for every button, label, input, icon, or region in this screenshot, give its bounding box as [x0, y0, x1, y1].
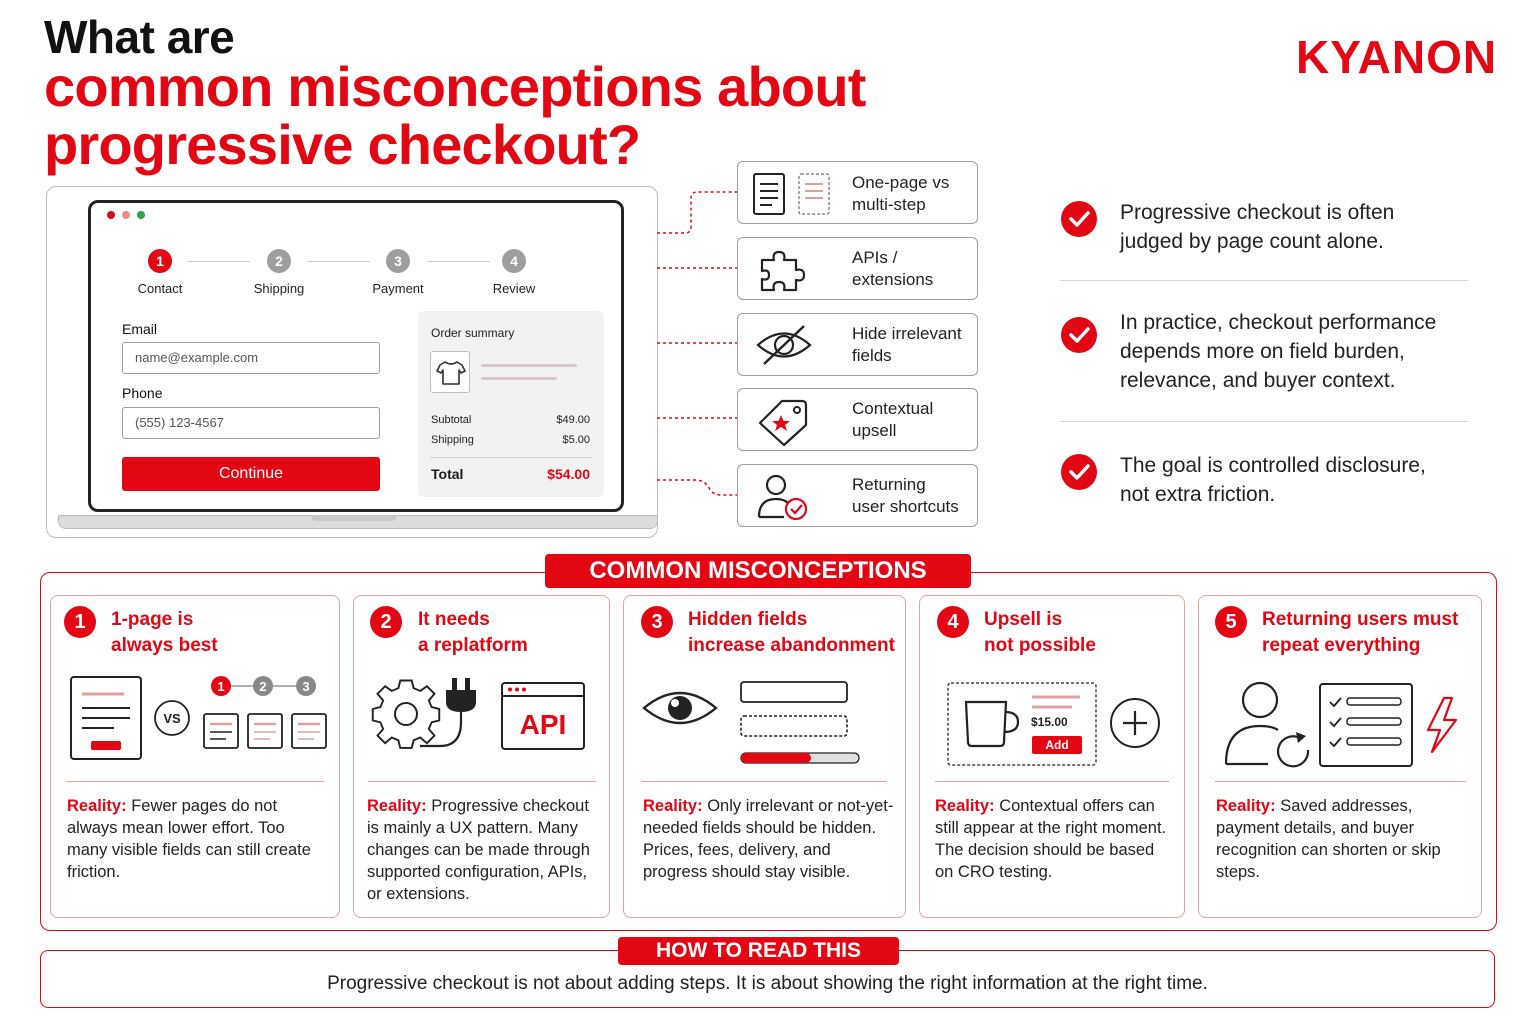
window-dot-green [137, 211, 145, 219]
mini-step-2: 2 [259, 679, 267, 694]
check-icon [1061, 201, 1097, 237]
misconception-3-reality [643, 795, 895, 883]
m3-head1: Hidden fields [688, 609, 808, 630]
feature-text-4 [852, 398, 933, 442]
hidden-fields-illustration [640, 678, 870, 768]
tshirt-icon [431, 352, 471, 394]
misconception-5-number: 5 [1215, 606, 1247, 638]
misconception-3-title [688, 607, 895, 659]
summary-divider [430, 457, 592, 458]
checklist-icon [1320, 684, 1412, 766]
placeholder-line [481, 377, 557, 380]
takeaway-2 [1120, 308, 1480, 395]
upsell-price: $15.00 [1031, 715, 1068, 729]
upsell-illustration [944, 680, 1166, 770]
total-label: Total [431, 466, 464, 482]
misconception-4-number: 4 [937, 606, 969, 638]
takeaway-1 [1120, 198, 1480, 256]
misconception-1-reality [67, 795, 329, 883]
how-to-read-heading: HOW TO READ THIS [618, 937, 899, 965]
placeholder-line [481, 364, 577, 367]
m2-head2: a replatform [418, 635, 528, 656]
card-divider [935, 781, 1169, 782]
eye-off-icon [754, 322, 814, 368]
misconception-2-title [418, 607, 528, 659]
window-dot-pink [122, 211, 130, 219]
step-3-circle[interactable]: 3 [386, 249, 410, 273]
reality-label: Reality: [67, 797, 127, 815]
subtotal-label: Subtotal [431, 414, 472, 426]
m5-head2: repeat everything [1262, 635, 1421, 656]
phone-field[interactable]: (555) 123-4567 [122, 407, 380, 439]
puzzle-icon [756, 244, 816, 294]
card-divider [368, 781, 596, 782]
how-to-read-text: Progressive checkout is not about adding steps. It is about showing the right information at the right time. [327, 973, 1208, 994]
email-field[interactable]: name@example.com [122, 342, 380, 374]
title-line-2-text: common misconceptions about [44, 55, 866, 118]
step-4-label: Review [492, 281, 536, 296]
takeaway-2-line1: In practice, checkout performance [1120, 311, 1437, 334]
step-2-circle[interactable]: 2 [267, 249, 291, 273]
misconception-5-title [1262, 607, 1458, 659]
order-summary-title: Order summary [431, 326, 515, 340]
m2-reality-text: Progressive checkout is mainly a UX pattern. Many changes can be made through supported configuration, APIs, or extensions. [367, 797, 590, 903]
m1-reality-text: Fewer pages do not always mean lower effort. Too many visible fields can still create friction. [67, 797, 311, 881]
api-label: API [519, 709, 567, 740]
misconception-4-title [984, 607, 1096, 659]
m5-reality-text: Saved addresses, payment details, and buyer recognition can shorten or skip steps. [1216, 797, 1441, 881]
feature-3-line2: fields [852, 346, 892, 365]
takeaway-3 [1120, 451, 1480, 509]
shipping-label: Shipping [431, 434, 474, 446]
reality-label: Reality: [367, 797, 427, 815]
logo-text: KYANON [1296, 31, 1498, 83]
misconception-5-reality [1216, 795, 1472, 883]
m3-head2: increase abandonment [688, 635, 895, 656]
takeaway-1-line2: judged by page count alone. [1120, 230, 1384, 253]
product-thumbnail [430, 351, 470, 393]
window-dot-red [107, 211, 115, 219]
feature-text-2 [852, 247, 933, 291]
check-icon [1061, 454, 1097, 490]
gear-plug-api-illustration [370, 676, 592, 766]
feature-2-line1: APIs / [852, 248, 898, 267]
vs-label: VS [163, 711, 181, 726]
mini-step-1: 1 [217, 679, 225, 694]
title-line-1: What are [44, 11, 235, 63]
m4-head1: Upsell is [984, 609, 1063, 630]
feature-text-3 [852, 323, 962, 367]
title-line-2 [44, 55, 866, 176]
continue-button[interactable]: Continue [122, 457, 380, 491]
m3-reality-text: Only irrelevant or not-yet-needed fields should be hidden. Prices, fees, delivery, and progress should stay visible. [643, 797, 894, 881]
document-compare-icon [752, 172, 832, 216]
reality-label: Reality: [1216, 797, 1276, 815]
card-divider [66, 781, 324, 782]
feature-4-line1: Contextual [852, 399, 934, 418]
feature-3-line1: Hide irrelevant [852, 324, 962, 343]
check-icon [1061, 317, 1097, 353]
takeaway-2-line2: depends more on field burden, [1120, 340, 1405, 363]
feature-1-line1: One-page vs [852, 173, 950, 192]
divider [1060, 421, 1468, 422]
email-label: Email [122, 321, 158, 337]
title-line-3-text: progressive checkout? [44, 113, 641, 176]
misconception-1-number: 1 [64, 606, 96, 638]
m5-head1: Returning users must [1262, 609, 1459, 630]
step-2-label: Shipping [253, 281, 305, 296]
brand-logo [1296, 30, 1497, 84]
feature-connectors [655, 180, 740, 520]
subtotal-value: $49.00 [556, 414, 590, 426]
feature-2-line2: extensions [852, 270, 934, 289]
gear-icon [373, 681, 440, 748]
m4-head2: not possible [984, 635, 1096, 656]
reality-label: Reality: [643, 797, 703, 815]
misconception-2-number: 2 [370, 606, 402, 638]
total-value: $54.00 [547, 466, 590, 482]
user-check-icon [756, 471, 812, 523]
step-1-label: Contact [137, 281, 183, 296]
takeaway-2-line3: relevance, and buyer context. [1120, 369, 1396, 392]
feature-4-line2: upsell [852, 421, 897, 440]
misconception-4-reality [935, 795, 1175, 883]
user-refresh-icon [1226, 683, 1308, 766]
step-4-circle[interactable]: 4 [502, 249, 526, 273]
misconception-3-number: 3 [641, 606, 673, 638]
feature-5-line2: user shortcuts [852, 497, 959, 516]
card-divider [641, 781, 887, 782]
divider [1060, 280, 1468, 281]
feature-text-5 [852, 474, 959, 518]
eye-icon [644, 693, 716, 723]
takeaway-3-line1: The goal is controlled disclosure, [1120, 454, 1426, 477]
one-page-vs-steps-illustration [66, 672, 328, 764]
step-connector [428, 261, 490, 262]
phone-label: Phone [122, 385, 163, 401]
feature-1-line2: multi-step [852, 195, 926, 214]
upsell-add-label: Add [1045, 738, 1069, 752]
feature-text-1 [852, 172, 949, 216]
lightning-icon [1428, 698, 1456, 752]
m2-head1: It needs [418, 609, 490, 630]
step-3-label: Payment [372, 281, 424, 296]
reality-label: Reality: [935, 797, 995, 815]
misconception-1-title [111, 607, 218, 659]
misconception-2-reality [367, 795, 603, 905]
card-divider [1215, 781, 1466, 782]
takeaway-1-line1: Progressive checkout is often [1120, 201, 1395, 224]
misconceptions-heading: COMMON MISCONCEPTIONS [545, 554, 971, 588]
returning-user-illustration [1220, 676, 1470, 772]
step-connector [188, 261, 250, 262]
m4-reality-text: Contextual offers can still appear at the right moment. The decision should be based on CRO testing. [935, 797, 1167, 881]
step-connector [308, 261, 370, 262]
step-1-circle[interactable]: 1 [148, 249, 172, 273]
tag-star-icon [756, 395, 812, 447]
m1-head1: 1-page is [111, 609, 194, 630]
shipping-value: $5.00 [562, 434, 590, 446]
mini-step-3: 3 [302, 679, 310, 694]
m1-head2: always best [111, 635, 218, 656]
feature-5-line1: Returning [852, 475, 926, 494]
laptop-notch [312, 515, 396, 521]
takeaway-3-line2: not extra friction. [1120, 483, 1276, 506]
